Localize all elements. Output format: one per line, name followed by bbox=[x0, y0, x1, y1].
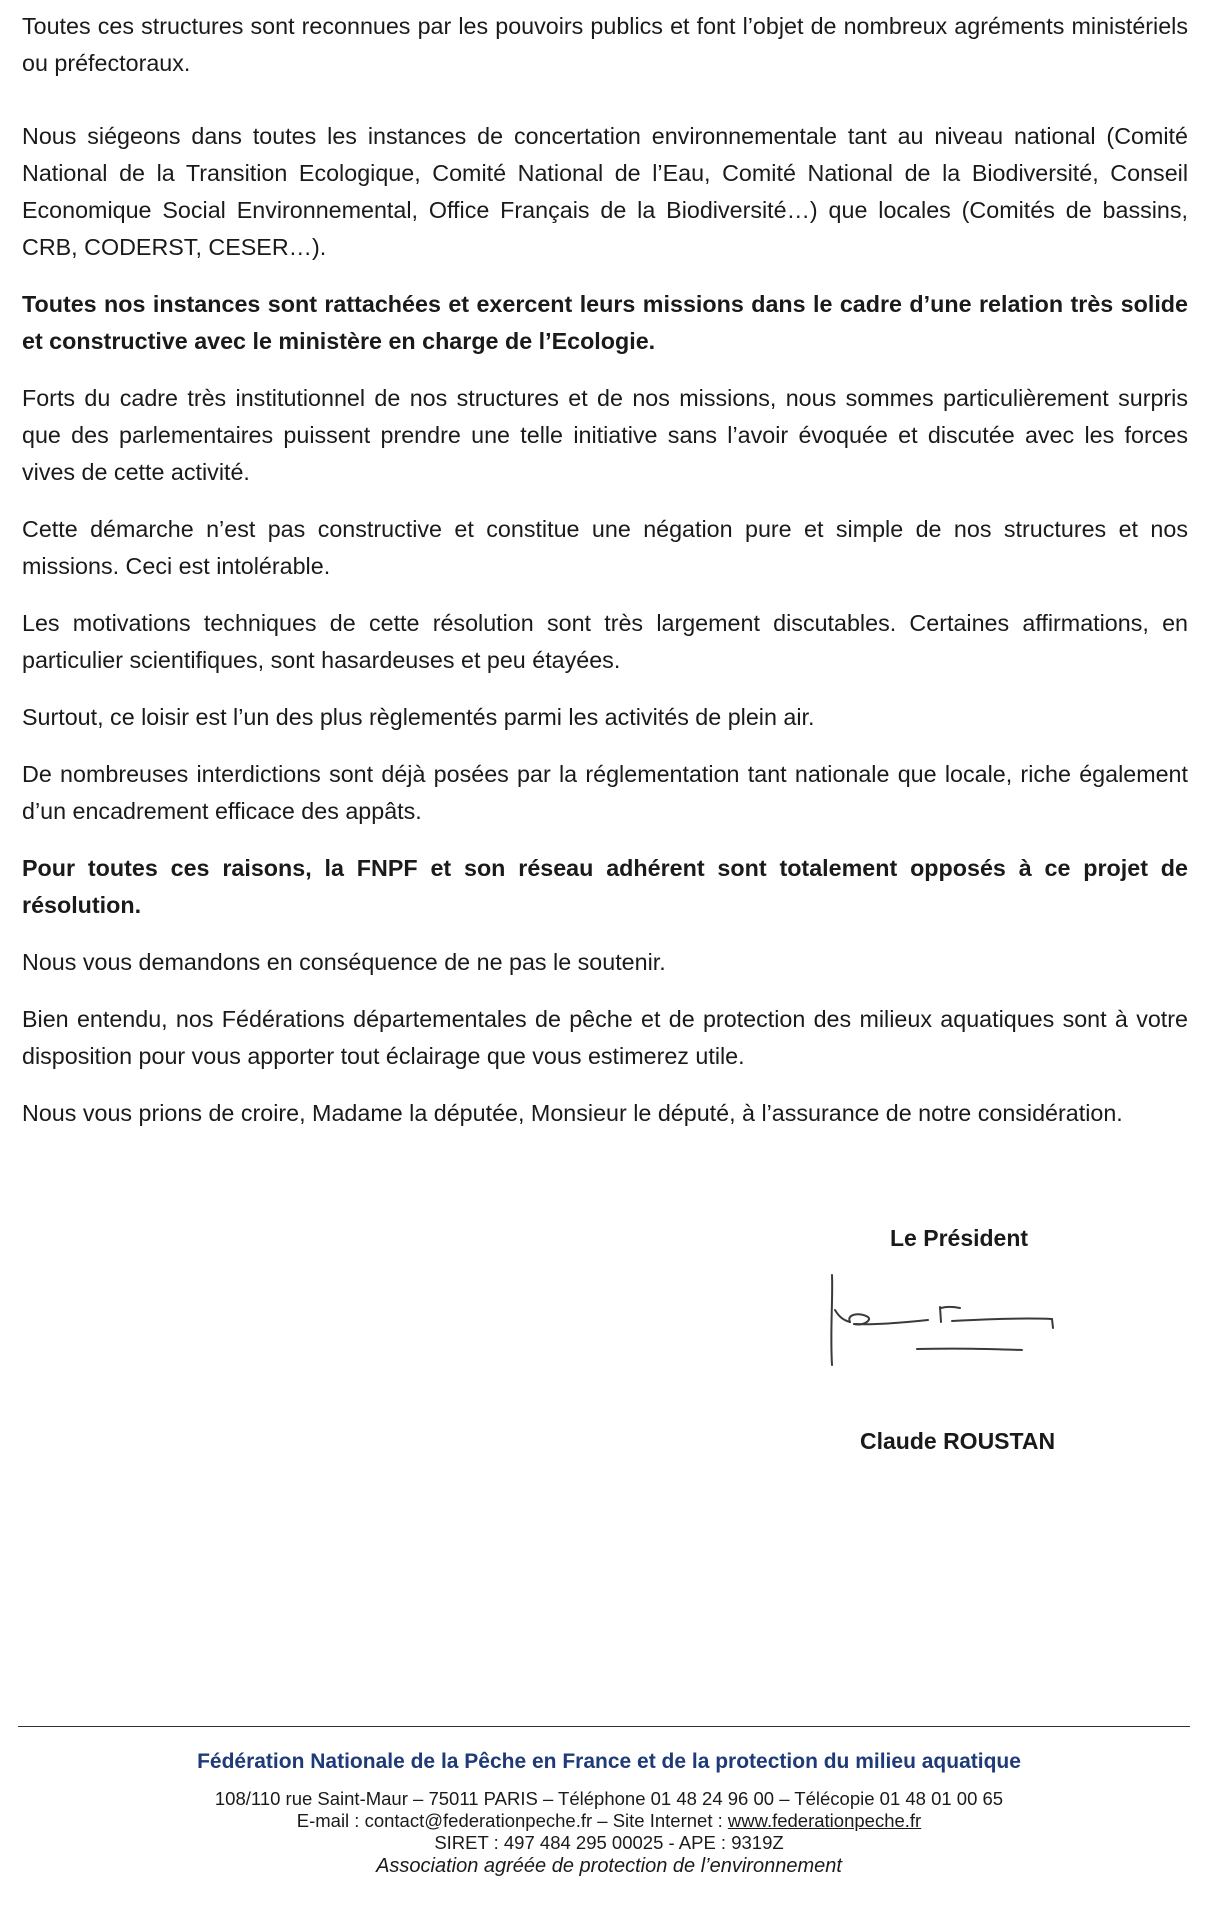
footer-address: 108/110 rue Saint-Maur – 75011 PARIS – Téléphone 01 48 24 96 00 – Télécopie 01 48 01 00 65 bbox=[214, 1788, 1004, 1809]
paragraph-relation-ministere: Toutes nos instances sont rattachées et exercent leurs missions dans le cadre d’une relation très solide et constructive avec le ministère en charge de l’Ecologie. bbox=[22, 291, 1188, 354]
footer-divider bbox=[18, 1726, 1190, 1727]
signatory-name: Claude ROUSTAN bbox=[860, 1428, 1056, 1454]
paragraph-agrements: Toutes ces structures sont reconnues par les pouvoirs publics et font l’objet de nombreux agréments ministériels ou préfectoraux. bbox=[22, 13, 1188, 76]
paragraph-interdictions: De nombreuses interdictions sont déjà posées par la réglementation tant nationale que locale, riche également d’un encadrement efficace des appâts. bbox=[22, 761, 1188, 824]
footer-contact bbox=[0, 1810, 1218, 1832]
paragraph-surprise-parlementaires: Forts du cadre très institutionnel de nos structures et de nos missions, nous sommes particulièrement surpris que des parlementaires puissent prendre une telle initiative sans l’avoir évoquée et discutée avec les forces vives de cette activité. bbox=[22, 385, 1188, 485]
footer-siret: SIRET : 497 484 295 00025 - APE : 9319Z bbox=[434, 1832, 784, 1853]
paragraph-demande: Nous vous demandons en conséquence de ne pas le soutenir. bbox=[22, 949, 666, 975]
footer-website-link[interactable]: www.federationpeche.fr bbox=[727, 1810, 922, 1831]
footer-accreditation: Association agréée de protection de l’environnement bbox=[376, 1855, 842, 1877]
paragraph-instances-concertation: Nous siégeons dans toutes les instances de concertation environnementale tant au niveau national (Comité National de la Transition Ecologique, Comité National de l’Eau, Comité National de la Biodiversité, Conseil Economique Social Environnemental, Office Français de la Biodiversité…) que locales (Comités de bassins, CRB, CODERST, CESER…). bbox=[22, 123, 1188, 260]
paragraph-loisir-reglemente: Surtout, ce loisir est l’un des plus règlementés parmi les activités de plein air. bbox=[22, 704, 815, 730]
paragraph-formule-politesse: Nous vous prions de croire, Madame la députée, Monsieur le député, à l’assurance de notre considération. bbox=[22, 1100, 1123, 1126]
signatory-title: Le Président bbox=[890, 1225, 1029, 1251]
paragraph-disposition: Bien entendu, nos Fédérations départementales de pêche et de protection des milieux aquatiques sont à votre disposition pour vous apporter tout éclairage que vous estimerez utile. bbox=[22, 1006, 1188, 1069]
letterhead-footer bbox=[0, 1750, 1218, 1878]
signature-block bbox=[820, 1225, 1120, 1465]
paragraph-demarche-intolerable: Cette démarche n’est pas constructive et constitue une négation pure et simple de nos structures et nos missions. Ceci est intolérable. bbox=[22, 516, 1188, 579]
paragraph-opposition: Pour toutes ces raisons, la FNPF et son réseau adhérent sont totalement opposés à ce projet de résolution. bbox=[22, 855, 1188, 918]
footer-email: E-mail : contact@federationpeche.fr – Site Internet : bbox=[296, 1810, 728, 1831]
letter-body bbox=[22, 8, 1188, 1152]
paragraph-motivations-techniques: Les motivations techniques de cette résolution sont très largement discutables. Certaines affirmations, en particulier scientifiques, sont hasardeuses et peu étayées. bbox=[22, 610, 1188, 673]
handwritten-signature bbox=[820, 1270, 1100, 1370]
footer-organization: Fédération Nationale de la Pêche en France et de la protection du milieu aquatique bbox=[197, 1750, 1021, 1773]
